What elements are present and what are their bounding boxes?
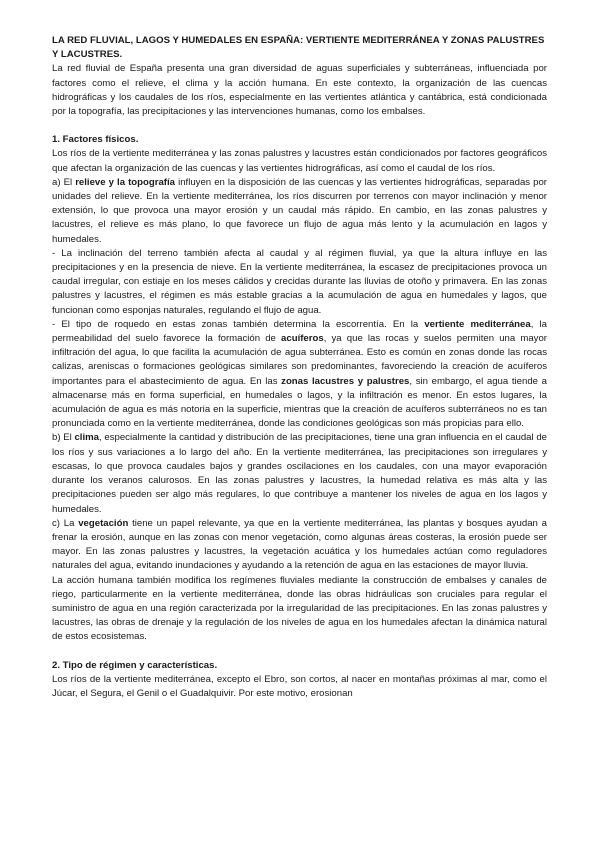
accion-humana-paragraph: La acción humana también modifica los regímenes fluviales mediante la construcción de embalses y canales de riego, particularmente en la vertiente mediterránea, donde las obras hidráulicas son cruciales para regular el suministro de agua en una región caracterizada por la irregularidad de las precipitaciones. En las zonas palustres y lacustres, las obras de drenaje y la regulación de los niveles de agua en los humedales afectan la dinámica natural de estos ecosistemas. (52, 574, 547, 643)
spacer (52, 645, 547, 659)
roquedo-paragraph: - El tipo de roquedo en estas zonas también determina la escorrentía. En la vertiente mediterránea, la permeabilidad del suelo favorece la formación de acuíferos, ya que las rocas y suelos permiten una mayor infiltración del agua, lo que facilita la acumulación de agua subterránea. Esto es común en zonas donde las rocas calizas, areniscas o formaciones geológicas similares son predominantes, favoreciendo la creación de acuíferos importantes para el abastecimiento de agua. En las zonas lacustres y palustres, sin embargo, el agua tiende a almacenarse más en forma superficial, en humedales o lagos, y la infiltración es menor. En estos lugares, la acumulación de agua es más notoria en la superficie, mientras que la creación de acuíferos subterráneos no es tan pronunciada como en la vertiente mediterránea, donde las condiciones geológicas son más propicias para ello. (52, 318, 547, 430)
section-1-heading: 1. Factores físicos. (52, 134, 139, 146)
section-2-heading: 2. Tipo de régimen y características. (52, 659, 218, 671)
section-2-paragraph: Los ríos de la vertiente mediterránea, excepto el Ebro, son cortos, al nacer en montañas próximas al mar, como el Júcar, el Segura, el Genil o el Guadalquivir. Por este motivo, erosionan (52, 673, 547, 699)
inclinacion-paragraph: - La inclinación del terreno también afecta al caudal y al régimen fluvial, ya que la altura influye en las precipitaciones y en la presencia de nieve. En la vertiente mediterránea, la escasez de precipitaciones provoca un caudal irregular, con estiaje en los meses cálidos y crecidas durante las lluvias de otoño y primavera. En las zonas palustres y lacustres, el régimen es más estable gracias a la acumulación de agua en humedales y lagos, que funcionan como esponjas naturales, regulando el flujo de agua. (52, 247, 547, 316)
document-title: LA RED FLUVIAL, LAGOS Y HUMEDALES EN ESPAÑA: VERTIENTE MEDITERRÁNEA Y ZONAS PALUSTRES Y LACUSTRES. (52, 35, 545, 61)
section-1-paragraph: Los ríos de la vertiente mediterránea y las zonas palustres y lacustres están condicionados por factores geográficos que afectan la organización de las cuencas y las vertientes hidrográficas, así como el caudal de los ríos. (52, 148, 547, 174)
spacer (52, 119, 547, 133)
relieve-paragraph: a) El relieve y la topografía influyen en la disposición de las cuencas y las vertientes hidrográficas, separadas por unidades del relieve. En la vertiente mediterránea, los ríos discurren por terrenos con mayor inclinación y menor extensión, lo que provoca una mayor erosión y un caudal más rápido. En cambio, en las zonas palustres y lacustres, el relieve es más plano, lo que favorece un flujo de agua más lento y la acumulación en lagos y humedales. (52, 176, 548, 245)
document-page (52, 34, 547, 701)
intro-paragraph: La red fluvial de España presenta una gran diversidad de aguas superficiales y subterráneas, influenciada por factores como el relieve, el clima y la acción humana. En este contexto, la organización de las cuencas hidrográficas y los caudales de los ríos, especialmente en las vertientes atlántica y cantábrica, está condicionada por la topografía, las precipitaciones y las intervenciones humanas, como los embalses. (52, 63, 547, 118)
clima-paragraph: b) El clima, especialmente la cantidad y distribución de las precipitaciones, tiene una gran influencia en el caudal de los ríos y sus variaciones a lo largo del año. En la vertiente mediterránea, las precipitaciones son irregulares y escasas, lo que provoca caudales bajos y grandes oscilaciones en los caudales, con una mayor evaporación durante los veranos calurosos. En las zonas palustres y lacustres, la humedad relativa es más alta y las precipitaciones pueden ser algo más regulares, lo que contribuye a mantener los niveles de agua en los lagos y humedales. (52, 432, 547, 515)
vegetacion-paragraph: c) La vegetación tiene un papel relevante, ya que en la vertiente mediterránea, las plantas y bosques ayudan a frenar la erosión, aunque en las zonas con menor vegetación, como algunas áreas costeras, la erosión puede ser mayor. En las zonas palustres y lacustres, la vegetación acuática y los humedales actúan como reguladores naturales del agua, evitando inundaciones y ayudando a la retención de agua en las estaciones de mayor lluvia. (52, 517, 547, 572)
